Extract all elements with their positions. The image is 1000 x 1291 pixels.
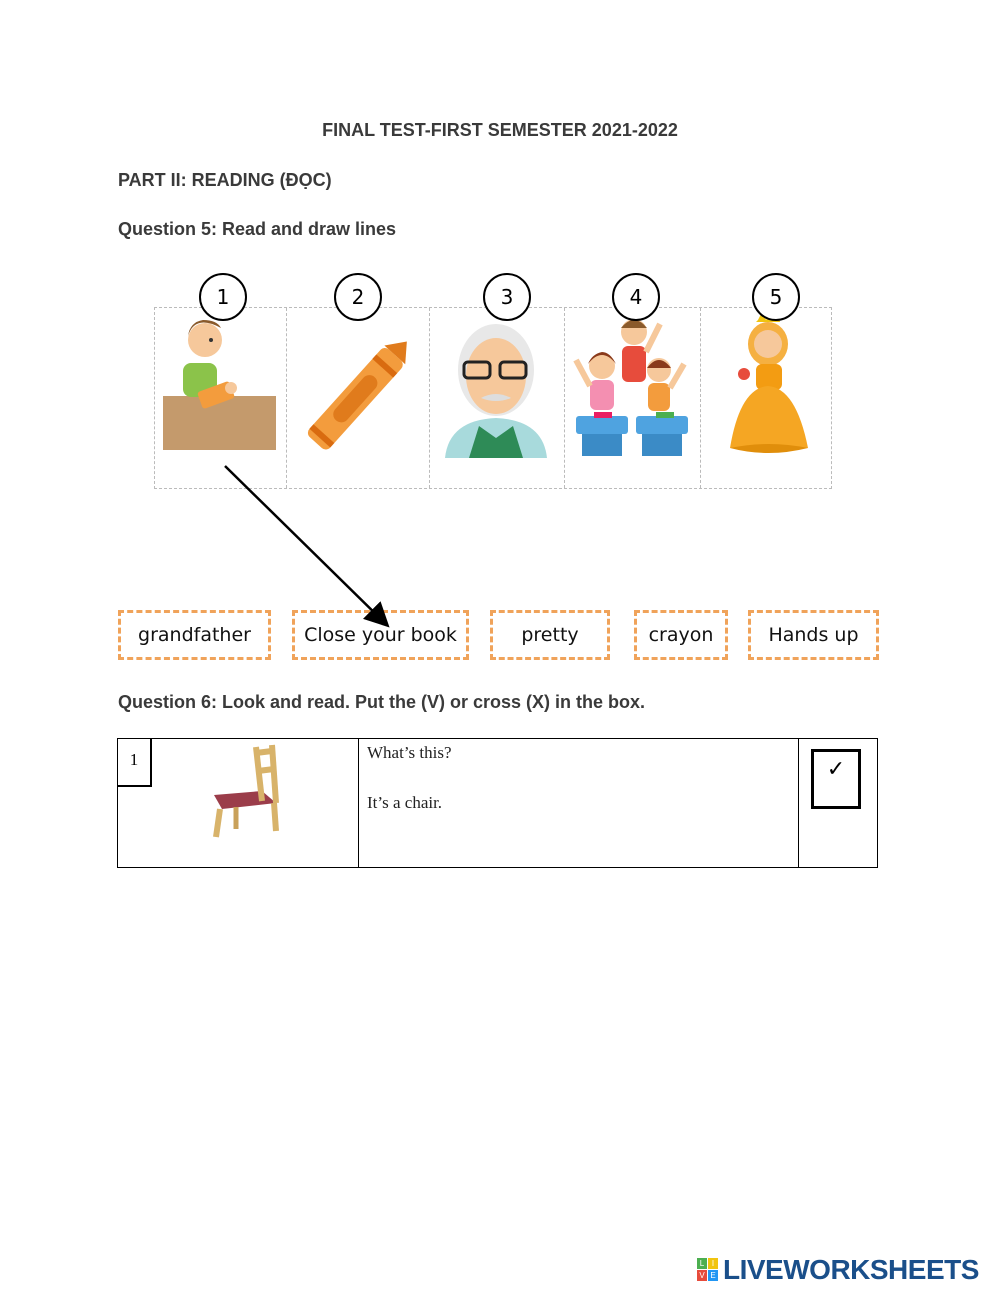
table-row-text-cell: [359, 739, 799, 867]
kids-hands-up-picture: [564, 308, 700, 488]
page-title: FINAL TEST-FIRST SEMESTER 2021-2022: [322, 120, 678, 140]
logo-text: LIVEWORKSHEETS: [723, 1254, 979, 1285]
chair-picture: [192, 741, 292, 841]
picture-cell-2: [286, 308, 430, 488]
picture-cell-5: [700, 308, 831, 488]
logo-mark-icon: [697, 1258, 719, 1282]
liveworksheets-logo: [697, 1255, 979, 1285]
word-box-grandfather[interactable]: grandfather: [118, 610, 271, 660]
word-box-hands-up[interactable]: Hands up: [748, 610, 879, 660]
number-circle-3: 3: [483, 273, 531, 321]
question-6-table: [117, 738, 878, 868]
answer-text: It’s a chair.: [367, 793, 443, 812]
boy-closing-book-picture: [155, 308, 286, 488]
question-text: What’s this?: [367, 743, 452, 762]
grandfather-picture: [429, 308, 564, 488]
number-circle-1: 1: [199, 273, 247, 321]
picture-cell-4: [564, 308, 701, 488]
row-number: 1: [118, 739, 152, 787]
word-box-pretty[interactable]: pretty: [490, 610, 610, 660]
number-circle-4: 4: [612, 273, 660, 321]
logo-letter-v: V: [697, 1270, 707, 1281]
table-row-mark-cell: [799, 739, 877, 867]
picture-grid: [154, 307, 832, 489]
part-heading: PART II: READING (ĐỌC): [118, 170, 332, 190]
picture-cell-1: [155, 308, 287, 488]
number-circle-2: 2: [334, 273, 382, 321]
princess-picture: [700, 308, 831, 488]
picture-cell-3: [429, 308, 565, 488]
logo-letter-l: L: [697, 1258, 707, 1269]
logo-letter-e: E: [708, 1270, 718, 1281]
question-6-heading: Question 6: Look and read. Put the (V) or cross (X) in the box.: [118, 692, 646, 712]
answer-checkbox[interactable]: ✓: [811, 749, 861, 809]
logo-letter-i: I: [708, 1258, 718, 1269]
question-5-heading: Question 5: Read and draw lines: [118, 219, 397, 239]
crayon-picture: [286, 308, 429, 488]
word-box-crayon[interactable]: crayon: [634, 610, 728, 660]
table-row-picture-cell: [118, 739, 359, 867]
number-circle-5: 5: [752, 273, 800, 321]
word-box-close-your-book[interactable]: Close your book: [292, 610, 469, 660]
